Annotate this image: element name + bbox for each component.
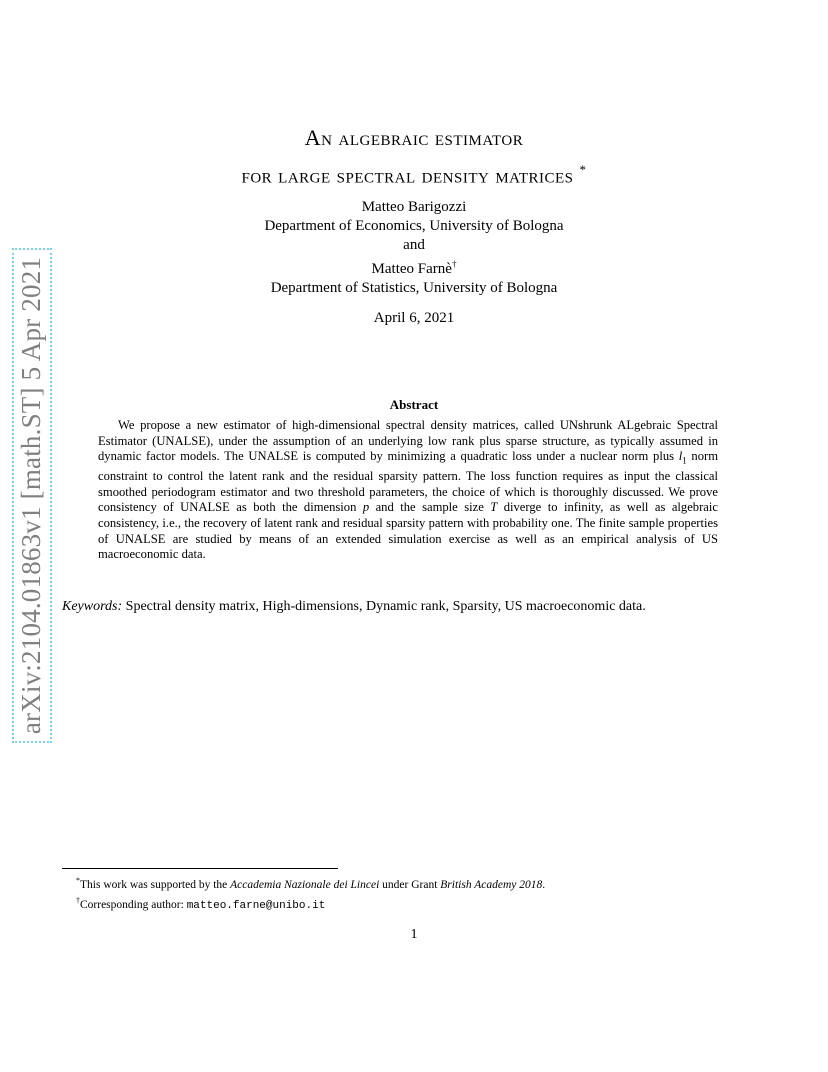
paper-date: April 6, 2021 xyxy=(373,310,455,326)
author-2-footnote-mark: † xyxy=(451,259,457,269)
affiliation-1: Department of Economics, University of Bologna xyxy=(264,218,564,234)
author-and: and xyxy=(403,237,425,253)
abstract-part-2: norm constraint to control the latent rank and the residual sparsity pattern. The loss function requires as input the classical smoothed periodogram estimator and two threshold parameters, the choice of which is thoroughly discussed. We prove consistency of UNALSE as both the dimension xyxy=(98,449,718,515)
footnote-rule xyxy=(62,868,338,869)
page-number: 1 xyxy=(410,927,418,942)
footnote-2-mark: † xyxy=(76,895,80,905)
footnote-1-b: Accademia Nazionale dei Lincei xyxy=(230,878,380,891)
author-2-line xyxy=(0,255,828,279)
footnote-1-e: . xyxy=(542,878,546,891)
title-line-2-text: for large spectral density matrices xyxy=(241,162,574,188)
abstract-body xyxy=(98,418,718,563)
author-1: Matteo Barigozzi xyxy=(361,199,467,215)
footnote-1-d: British Academy 2018 xyxy=(440,878,543,891)
author-email: matteo.farne@unibo.it xyxy=(186,899,326,912)
author-2: Matteo Farnè xyxy=(371,261,452,277)
footnote-1-mark: * xyxy=(76,876,80,885)
title-footnote-mark: * xyxy=(579,162,587,177)
title-line-2 xyxy=(0,154,828,191)
footnote-1-a: This work was supported by the xyxy=(80,878,231,891)
l1-subscript: 1 xyxy=(682,455,687,466)
abstract-part-4: diverge to infinity, as well as algebraic consistency, i.e., the recovery of latent rank and residual sparsity pattern with probability one. The finite sample properties of UNALSE are studied by means of an extended simulation exercise as well as an empirical analysis of US macroeconomic data. xyxy=(98,500,718,562)
keywords-label: Keywords: xyxy=(62,599,123,614)
affiliation-2: Department of Statistics, University of Bologna xyxy=(270,280,558,296)
arxiv-stamp-text: arXiv:2104.01863v1 [math.ST] 5 Apr 2021 xyxy=(16,256,47,735)
l1-symbol: l xyxy=(678,449,683,464)
author-block xyxy=(0,198,828,298)
footnote-2 xyxy=(62,893,762,914)
keywords xyxy=(62,598,762,616)
t-variable: T xyxy=(490,500,498,515)
footnotes xyxy=(62,873,762,914)
footnote-1 xyxy=(62,873,762,893)
abstract-heading: Abstract xyxy=(389,397,439,412)
keywords-text: Spectral density matrix, High-dimensions, Dynamic rank, Sparsity, US macroeconomic data. xyxy=(122,599,646,614)
footnote-2-a: Corresponding author: xyxy=(80,898,187,911)
footnote-1-c: under Grant xyxy=(379,878,441,891)
abstract-part-1: We propose a new estimator of high-dimensional spectral density matrices, called UNshrunk ALgebraic Spectral Estimator (UNALSE), under the assumption of an underlying low rank plus sparse structure, as typically assumed in dynamic factor models. The UNALSE is computed by minimizing a quadratic loss under a nuclear norm plus xyxy=(98,418,718,464)
paper-title xyxy=(0,122,828,191)
abstract-part-3: and the sample size xyxy=(369,500,491,515)
title-line-1: An algebraic estimator xyxy=(304,125,524,150)
p-variable: p xyxy=(362,500,370,515)
